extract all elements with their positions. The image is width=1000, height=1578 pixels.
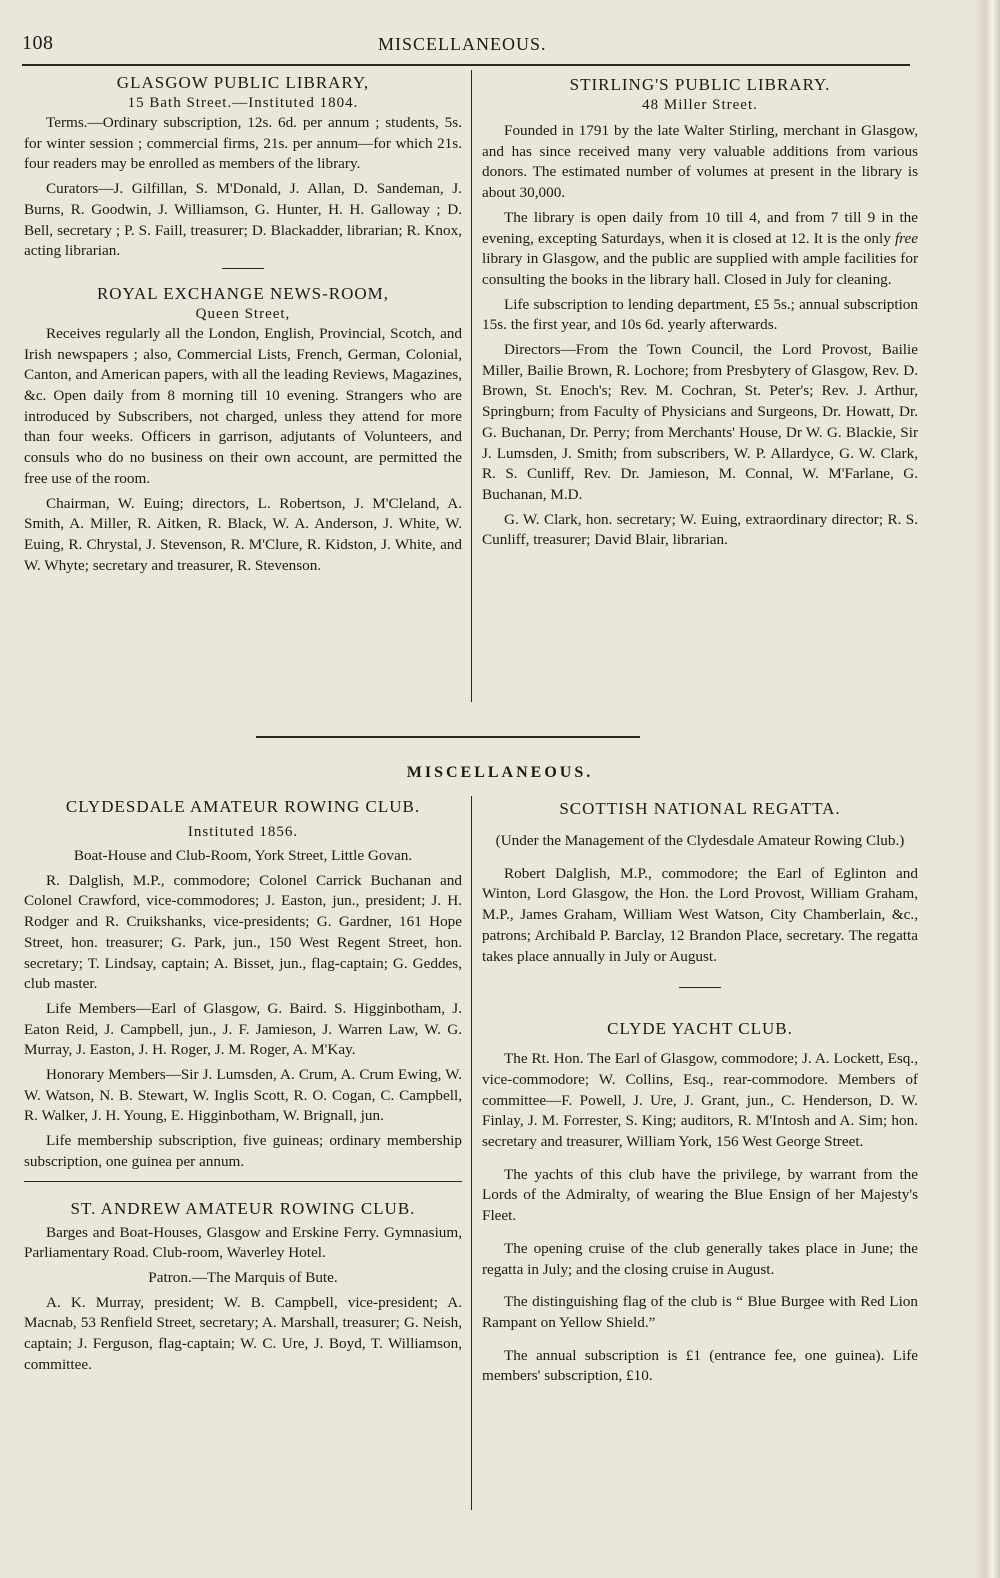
page-binding-edge [974,0,1000,1578]
bottom-left-column [24,796,462,1379]
section-divider [256,736,640,738]
entry-paragraph: The Rt. Hon. The Earl of Glasgow, commodore; J. A. Lockett, Esq., vice-commodore; W. Collins, Esq., rear-commodore. Members of committee—F. Powell, J. Ure, J. Grant, jun., C. Henderson, D. W. Finlay, J. M. Forrester, S. King; auditors, R. M'Intosh and A. Sim; hon. secretary and treasurer, William York, 156 West George Street. [482,1050,918,1151]
entry-paragraph: The yachts of this club have the privilege, by warrant from the Lords of the Admiralty, of wearing the Blue Ensign of her Majesty's Fleet. [482,1165,918,1225]
paragraph-emphasis: free [894,229,918,247]
entry-note: (Under the Management of the Clydesdale Amateur Rowing Club.) [495,832,905,849]
entry-subtitle: Instituted 1856. [187,824,299,840]
entry-paragraph: Directors—From the Town Council, the Lord Provost, Bailie Miller, Bailie Brown, R. Lochore; from Presbytery of Glasgow, Rev. D. Brown, St. Enoch's; Rev. M. Cochran, St. Peter's; Rev. J. Arthur, Springburn; from Faculty of Physicians and Surgeons, Dr. Howatt, Dr. G. Buchanan, Dr. Perry; from Merchants' House, Dr W. G. Blackie, Sir J. Lumsden, J. Smith; from subscribers, W. P. Allardyce, G. W. Clark, R. S. Cunliff, Rev. Dr. Jamieson, M. Connal, W. M'Farlane, G. Buchanan, M.D. [482,341,918,503]
entry-paragraph [482,208,918,291]
entry-paragraph: A. K. Murray, president; W. B. Campbell, vice-president; A. Macnab, 53 Renfield Street, secretary; A. Marshall, treasurer; G. Neish, captain; J. Ferguson, flag-captain; W. C. Ure, J. Boyd, T. Williamson, committee. [24,1293,462,1373]
clydesdale-rowing-entry [24,796,462,1173]
bottom-right-column [482,798,918,1391]
entry-paragraph: The opening cruise of the club generally takes place in June; the regatta in July; and the closing cruise in August. [482,1239,918,1278]
entry-title: STIRLING'S PUBLIC LIBRARY. [569,75,831,94]
entry-title: CLYDESDALE AMATEUR ROWING CLUB. [65,797,421,816]
st-andrew-rowing-entry [24,1198,462,1376]
entry-paragraph: Barges and Boat-Houses, Glasgow and Erskine Ferry. Gymnasium, Parliamentary Road. Club-room, Waverley Hotel. [24,1223,462,1262]
entry-paragraph: Founded in 1791 by the late Walter Stirling, merchant in Glasgow, and has since received many very valuable additions from various donors. The estimated number of volumes at present in the library is about 30,000. [482,122,918,202]
royal-exchange-entry [24,283,462,576]
header-rule [22,64,910,66]
page-header [22,32,912,62]
paragraph-text: library in Glasgow, and the public are supplied with ample facilities for consulting the books in the library hall. Closed in July for cleaning. [482,250,918,288]
running-title: MISCELLANEOUS. [378,34,547,54]
top-left-column [24,72,462,580]
page-number: 108 [22,32,54,54]
entry-title: ROYAL EXCHANGE NEWS-ROOM, [96,283,390,303]
entry-patron: Patron.—The Marquis of Bute. [148,1268,338,1286]
entry-subtitle: 15 Bath Street.—Instituted 1804. [127,95,359,111]
paragraph-spacer [482,1284,918,1292]
short-divider [679,987,721,988]
short-divider [222,268,264,269]
entry-paragraph: Robert Dalglish, M.P., commodore; the Earl of Eglinton and Winton, Lord Glasgow, the Hon. the Lord Provost, William Graham, M.P., James Graham, William West Watson, City Chamberlain, &c., patrons; Archibald P. Barclay, 12 Brandon Place, secretary. The regatta takes place annually in July or August. [482,864,918,965]
entry-paragraph: R. Dalglish, M.P., commodore; Colonel Carrick Buchanan and Colonel Crawford, vice-commodores; J. Easton, jun., president; J. H. Rodger and R. Cruikshanks, vice-presidents; G. Gardner, 161 Hope Street, hon. treasurer; G. Park, jun., 150 West Regent Street, hon. secretary; T. Lindsay, captain; A. Bisset, jun., flag-captain; G. Geddes, club master. [24,871,462,993]
top-right-column [482,74,918,555]
entry-subtitle: Queen Street, [195,305,291,322]
entry-paragraph: Life membership subscription, five guineas; ordinary membership subscription, one guinea per annum. [24,1132,462,1170]
entry-paragraph: The annual subscription is £1 (entrance fee, one guinea). Life members' subscription, £10. [482,1346,918,1385]
clyde-yacht-entry [482,1018,918,1387]
section-heading: MISCELLANEOUS. [406,764,594,781]
paragraph-spacer [482,1338,918,1346]
entry-title: CLYDE YACHT CLUB. [607,1019,793,1039]
entry-subtitle: 48 Miller Street. [642,97,758,113]
regatta-entry [482,798,918,967]
entry-paragraph: Terms.—Ordinary subscription, 12s. 6d. per annum ; students, 5s. for winter session ; commercial firms, 21s. per annum—for which 21s. four readers may be enrolled as members of the library. [24,114,462,173]
entry-paragraph: Life subscription to lending department, £5 5s.; annual subscription 15s. the first year, and 10s 6d. yearly afterwards. [482,295,918,334]
stirling-library-entry [482,74,918,551]
entry-paragraph: Receives regularly all the London, English, Provincial, Scotch, and Irish newspapers ; also, Commercial Lists, French, German, Colonial, Canton, and American papers, with all the leading Reviews, Magazines, &c. Open daily from 8 morning till 10 evening. Strangers who are introduced by Subscribers, not charged, unless they attend for more than four weeks. Officers in garrison, adjutants of Volunteers, and consuls who do no business on their own account, are permitted the free use of the room. [24,324,462,487]
paragraph-text: The library is open daily from 10 till 4, and from 7 till 9 in the evening, excepting Saturdays, when it is closed at 12. It is the only [482,208,918,247]
entry-paragraph: G. W. Clark, hon. secretary; W. Euing, extraordinary director; R. S. Cunliff, treasurer; David Blair, librarian. [482,510,918,549]
entry-paragraph: Curators—J. Gilfillan, S. M'Donald, J. Allan, D. Sandeman, J. Burns, R. Goodwin, J. Williamson, G. Hunter, H. H. Galloway ; D. Bell, secretary ; P. S. Faill, treasurer; D. Blackadder, librarian; R. Knox, acting librarian. [24,180,462,260]
entry-title: SCOTTISH NATIONAL REGATTA. [559,799,841,818]
column-divider-bottom [471,796,472,1510]
entry-title: GLASGOW PUBLIC LIBRARY, [116,73,370,92]
column-divider-top [471,70,472,702]
paragraph-spacer [482,1157,918,1165]
entry-paragraph: The distinguishing flag of the club is “ Blue Burgee with Red Lion Rampant on Yellow Shield.” [482,1293,918,1331]
entry-title: ST. ANDREW AMATEUR ROWING CLUB. [70,1198,416,1218]
entry-divider [24,1181,462,1182]
paragraph-spacer [482,1231,918,1239]
glasgow-library-entry [24,72,462,262]
entry-location: Boat-House and Club-Room, York Street, Little Govan. [73,847,413,864]
entry-paragraph: Life Members—Earl of Glasgow, G. Baird. S. Higginbotham, J. Eaton Reid, J. Campbell, jun., J. F. Jamieson, J. Warren Law, W. G. Murray, J. Easton, J. H. Roger, J. M. Roger, A. M'Kay. [24,999,462,1059]
entry-paragraph: Chairman, W. Euing; directors, L. Robertson, J. M'Cleland, A. Smith, A. Miller, R. Aitken, R. Black, W. A. Anderson, J. White, W. Euing, R. Chrystal, J. Stevenson, R. M'Clure, R. Kidston, J. White, and W. Whyte; secretary and treasurer, R. Stevenson. [24,494,462,574]
entry-paragraph: Honorary Members—Sir J. Lumsden, A. Crum, A. Crum Ewing, W. W. Watson, N. B. Stewart, W. Inglis Scott, R. O. Cogan, C. Campbell, R. Walker, J. H. Young, E. Higginbotham, W. Brignall, jun. [24,1066,462,1125]
